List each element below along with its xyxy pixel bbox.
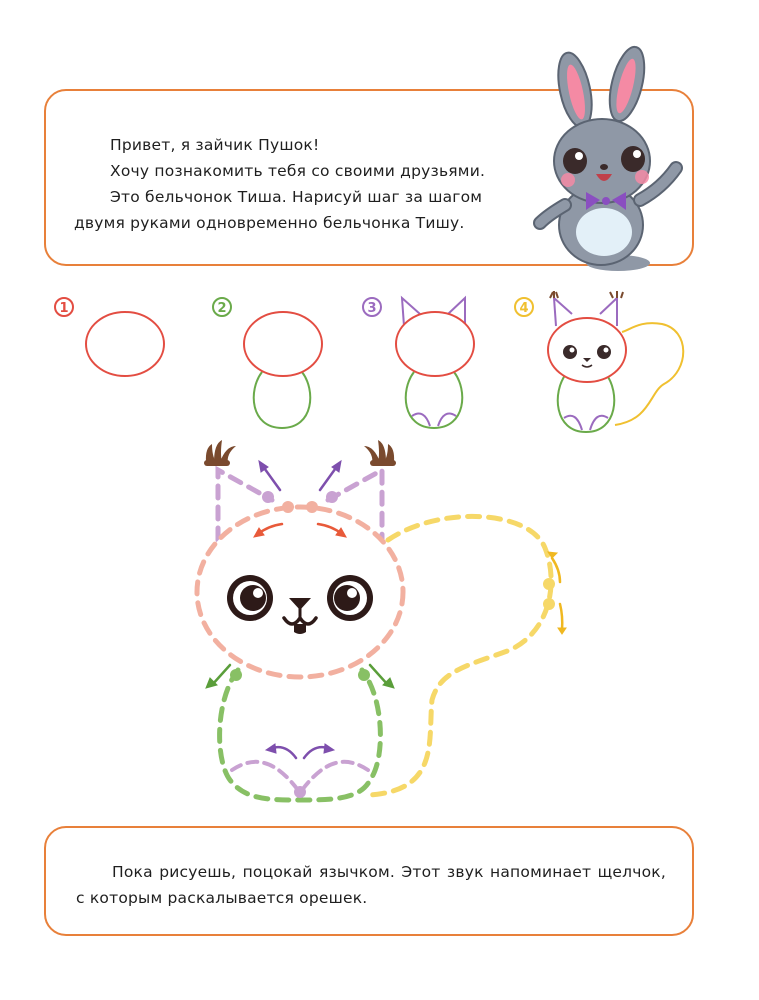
intro-line-1: Привет, я зайчик Пушок!	[110, 136, 320, 154]
step-3-drawing	[396, 298, 474, 428]
step-number-3: 3	[367, 301, 377, 316]
right-ear-tuft	[364, 440, 396, 466]
bunny-mascot	[540, 43, 676, 271]
intro-line-3: Это бельчонок Тиша. Нарисуй шаг за шагом	[110, 188, 483, 206]
intro-line-2: Хочу познакомить тебя со своими друзьями.	[110, 162, 486, 180]
step-4-drawing	[548, 291, 683, 432]
tip-box	[44, 826, 694, 936]
step-1-drawing	[86, 312, 164, 376]
step-number-4: 4	[519, 301, 529, 316]
guide-feet	[232, 762, 368, 790]
tip-paragraph: Пока рисуешь, поцокай язычком. Этот звук напоминает щелчок, с которым раскалывается орешек.	[76, 863, 666, 907]
step-number-1: 1	[59, 301, 69, 316]
step-number-2: 2	[217, 301, 227, 316]
tip-text	[76, 859, 666, 911]
intro-line-4: двумя руками одновременно бельчонка Тишу.	[74, 214, 465, 232]
step-2-drawing	[244, 312, 322, 428]
tracing-guide	[197, 440, 566, 800]
left-ear-tuft	[204, 440, 236, 466]
guide-body	[220, 670, 381, 800]
